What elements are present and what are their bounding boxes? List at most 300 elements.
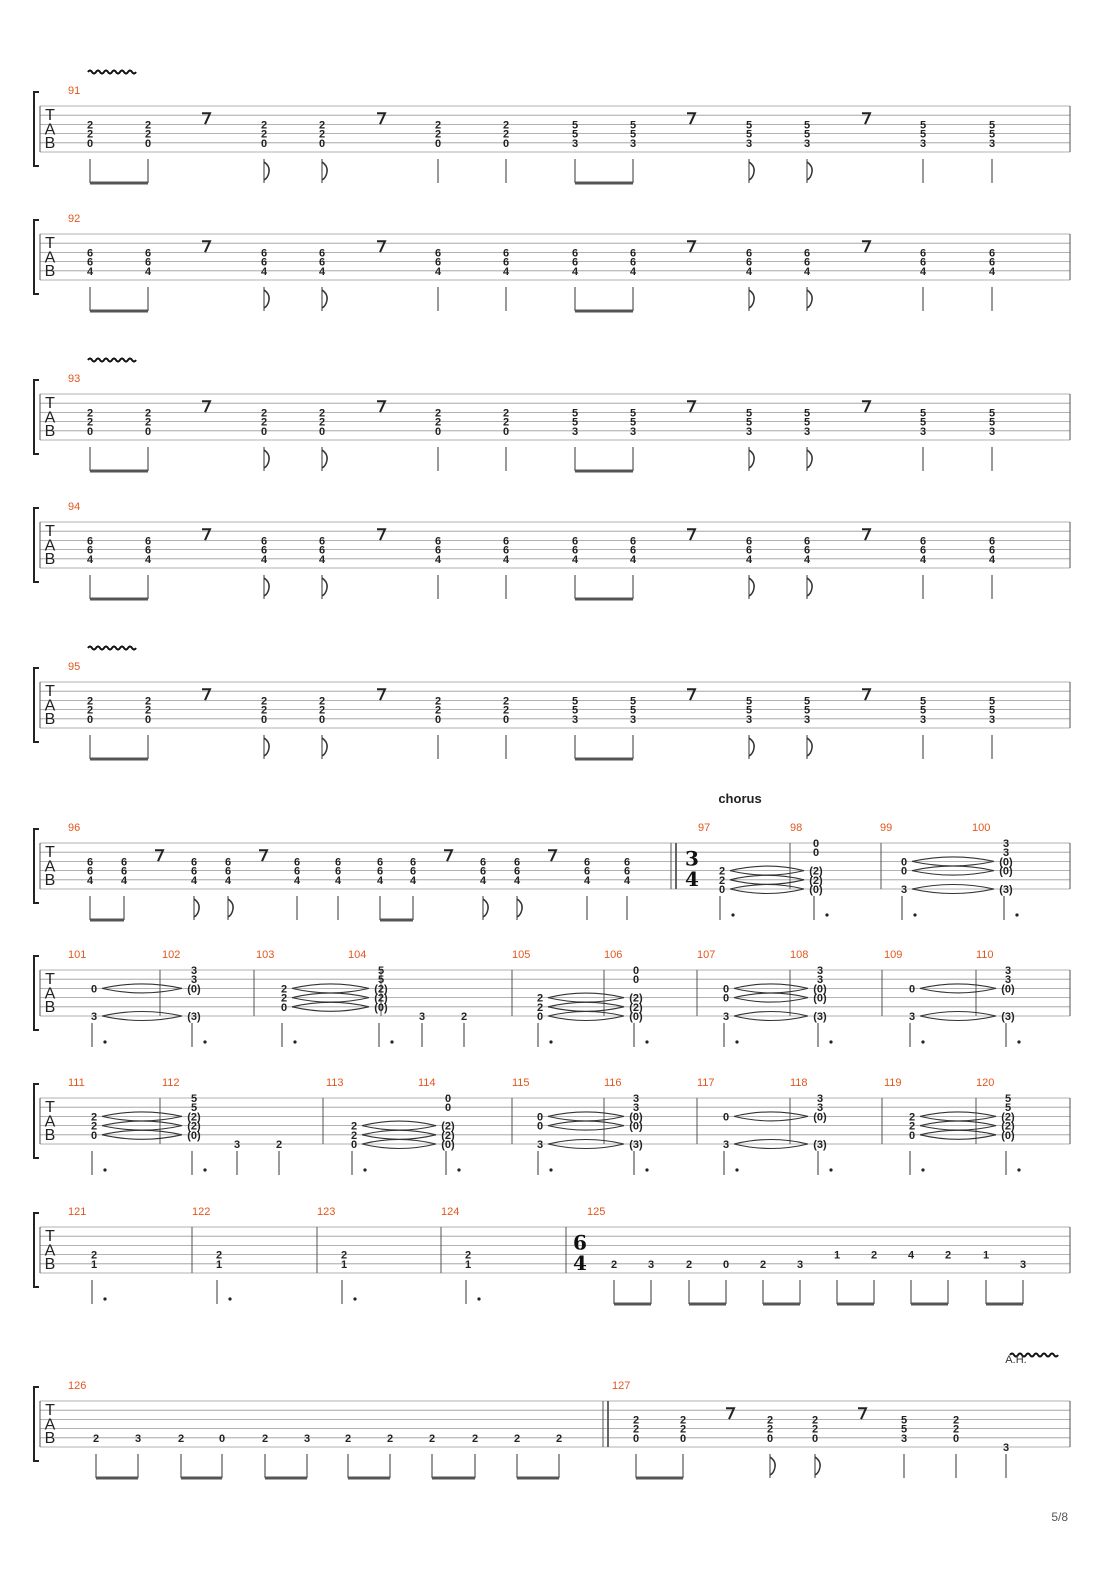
tab-clef-b: B: [44, 710, 56, 728]
fret-number: 5: [988, 695, 996, 708]
system-bracket: [34, 1387, 39, 1461]
fret-number: 3: [303, 1432, 311, 1445]
measure-number: 111: [68, 1077, 85, 1089]
fret-number: 0: [502, 713, 510, 726]
system-bracket: [34, 829, 39, 903]
tie-arc: [292, 988, 369, 993]
tie-arc: [912, 861, 994, 866]
fret-number: 4: [571, 553, 579, 566]
fret-number: (3): [813, 1139, 827, 1151]
system-bracket: [34, 956, 39, 1030]
measure-number: 125: [587, 1206, 606, 1218]
fret-number: 4: [260, 265, 268, 278]
fret-number: (0): [999, 865, 1013, 878]
fret-number: 4: [745, 553, 753, 566]
fret-number: (0): [809, 884, 823, 896]
fret-number: (0): [1001, 1129, 1015, 1142]
tie-arc: [920, 984, 996, 989]
fret-number: 2: [952, 1414, 960, 1427]
rhythm-dot: [735, 1168, 738, 1171]
fret-number: 5: [919, 416, 927, 429]
note-flag: [483, 899, 488, 917]
fret-number: 3: [803, 137, 811, 150]
fret-number: 2: [86, 416, 94, 429]
measure-number: 122: [192, 1206, 211, 1218]
fret-number: 6: [745, 544, 753, 557]
fret-number: 3: [1019, 1258, 1027, 1271]
rhythm-dot: [203, 1040, 206, 1043]
fret-number: 2: [759, 1258, 767, 1271]
fret-number: 2: [555, 1432, 563, 1445]
fret-number: (0): [374, 1001, 388, 1014]
fret-number: 1: [982, 1249, 990, 1262]
tie-arc: [102, 984, 182, 989]
fret-number: 6: [988, 247, 996, 260]
tie-arc: [912, 885, 994, 890]
fret-number: (0): [629, 1011, 643, 1023]
fret-number: 2: [434, 119, 442, 132]
note-flag: [749, 162, 754, 180]
fret-number: 3: [908, 1011, 916, 1023]
note-flag: [749, 450, 754, 468]
tab-clef-b: B: [44, 1429, 56, 1447]
fret-number: 0: [86, 137, 94, 150]
fret-number: 2: [144, 128, 152, 141]
fret-number: 4: [803, 553, 811, 566]
fret-number: 0: [536, 1011, 544, 1023]
measure-number: 118: [790, 1077, 808, 1089]
fret-number: 4: [502, 553, 510, 566]
fret-number: 5: [745, 128, 753, 141]
fret-number: 5: [988, 416, 996, 429]
fret-number: 0: [86, 425, 94, 438]
fret-number: 6: [919, 247, 927, 260]
tie-arc: [912, 866, 994, 871]
fret-number: 2: [260, 695, 268, 708]
tie-arc: [730, 885, 804, 890]
rhythm-dot: [203, 1168, 206, 1171]
measure-number: 119: [884, 1077, 902, 1089]
rhythm-dot: [1017, 1168, 1020, 1171]
note-flag: [322, 738, 327, 756]
fret-number: 1: [464, 1258, 472, 1271]
fret-number: 6: [260, 535, 268, 548]
rhythm-dot: [457, 1168, 460, 1171]
tab-clef-t: T: [45, 235, 55, 253]
fret-number: 0: [434, 425, 442, 438]
fret-number: 2: [318, 416, 326, 429]
fret-number: 4: [86, 874, 94, 887]
tab-clef-a: A: [44, 858, 56, 876]
tie-arc: [362, 1140, 436, 1145]
fret-number: 6: [479, 865, 487, 878]
fret-number: 2: [280, 992, 288, 1005]
fret-number: 2: [434, 128, 442, 141]
fret-number: 3: [722, 1139, 730, 1151]
fret-number: 4: [190, 874, 198, 887]
tie-arc: [912, 857, 994, 862]
fret-number: 4: [988, 265, 996, 278]
fret-number-harmonic: 3: [1002, 1442, 1010, 1454]
fret-number: 2: [718, 865, 726, 878]
tab-clef-a: A: [44, 1113, 56, 1131]
tie-arc: [292, 993, 369, 998]
fret-number: 6: [86, 256, 94, 269]
tie-arc: [734, 1016, 808, 1021]
measure-number: 100: [972, 822, 991, 834]
fret-number: 3: [988, 425, 996, 438]
fret-number: 0: [144, 137, 152, 150]
note-flag: [264, 162, 269, 180]
fret-number: 3: [900, 884, 908, 896]
fret-number: 5: [803, 416, 811, 429]
tie-arc: [730, 871, 804, 876]
fret-number: 3: [233, 1139, 241, 1151]
fret-number: 0: [908, 1129, 916, 1142]
fret-number: 2: [260, 128, 268, 141]
fret-number: 5: [745, 416, 753, 429]
fret-number: 0: [218, 1432, 226, 1445]
tab-clef-a: A: [44, 249, 56, 267]
fret-number: 6: [409, 865, 417, 878]
system-bracket: [34, 1213, 39, 1287]
fret-number: 2: [86, 119, 94, 132]
fret-number: (0): [441, 1139, 455, 1151]
fret-number: 6: [803, 256, 811, 269]
tie-arc: [920, 1012, 996, 1017]
fret-number: 0: [86, 713, 94, 726]
fret-number: 6: [502, 247, 510, 260]
fret-number: (0): [187, 1129, 201, 1142]
fret-number: 0: [260, 137, 268, 150]
fret-number: 2: [318, 407, 326, 420]
fret-number: 6: [629, 247, 637, 260]
measure-number: 95: [68, 661, 81, 673]
fret-number: 3: [418, 1011, 426, 1023]
fret-number: 6: [293, 856, 301, 869]
fret-number: 0: [766, 1432, 774, 1445]
note-flag: [264, 290, 269, 308]
measure-number: 124: [441, 1206, 460, 1218]
fret-number: 6: [224, 865, 232, 878]
tie-arc: [734, 988, 808, 993]
fret-number: (2): [441, 1120, 455, 1133]
fret-number: 5: [629, 128, 637, 141]
fret-number: 2: [471, 1432, 479, 1445]
fret-number: 3: [1002, 838, 1010, 850]
fret-number: 6: [623, 856, 631, 869]
tie-arc: [912, 871, 994, 876]
tie-arc: [548, 1121, 624, 1126]
fret-number: (2): [1001, 1120, 1015, 1133]
fret-number: 4: [745, 265, 753, 278]
note-flag: [517, 899, 522, 917]
fret-number: 6: [86, 247, 94, 260]
fret-number: 5: [745, 119, 753, 132]
fret-number: 3: [988, 713, 996, 726]
tie-arc: [102, 1016, 182, 1021]
fret-number: 3: [629, 425, 637, 438]
tie-arc: [362, 1135, 436, 1140]
tie-arc: [548, 998, 624, 1003]
fret-number: 3: [629, 137, 637, 150]
tie-arc: [102, 1130, 182, 1135]
fret-number: 2: [215, 1249, 223, 1262]
measure-number: 96: [68, 822, 81, 834]
fret-number: 4: [629, 553, 637, 566]
tie-arc: [734, 1012, 808, 1017]
fret-number: 5: [377, 974, 385, 987]
fret-number: 0: [722, 1111, 730, 1124]
fret-number: (2): [1001, 1111, 1015, 1124]
fret-number: 6: [502, 544, 510, 557]
fret-number: 6: [224, 856, 232, 869]
fret-number: 5: [900, 1414, 908, 1427]
measure-number: 108: [790, 949, 809, 961]
fret-number: 2: [144, 704, 152, 717]
measure-number: 114: [418, 1077, 436, 1089]
fret-number: 3: [190, 974, 198, 987]
time-signature-denominator: 4: [685, 866, 699, 891]
tie-arc: [730, 875, 804, 880]
fret-number: 4: [502, 265, 510, 278]
fret-number: (3): [629, 1139, 643, 1151]
rhythm-dot: [549, 1168, 552, 1171]
tie-arc: [102, 1126, 182, 1131]
tie-arc: [548, 1112, 624, 1117]
tab-clef-b: B: [44, 998, 56, 1016]
tab-clef-b: B: [44, 1255, 56, 1273]
measure-number: 99: [880, 822, 893, 834]
fret-number: 6: [260, 544, 268, 557]
fret-number: (2): [629, 992, 643, 1005]
fret-number: 4: [144, 265, 152, 278]
fret-number: 0: [812, 838, 820, 850]
fret-number: 4: [623, 874, 631, 887]
fret-number: 2: [502, 695, 510, 708]
fret-number: 2: [434, 407, 442, 420]
fret-number: 2: [766, 1414, 774, 1427]
fret-number: 3: [796, 1258, 804, 1271]
fret-number: 2: [275, 1139, 283, 1151]
fret-number: 0: [812, 847, 820, 860]
measure-number: 97: [698, 822, 711, 834]
fret-number: 6: [583, 865, 591, 878]
fret-number: 2: [144, 407, 152, 420]
fret-number: 6: [120, 865, 128, 878]
fret-number: 0: [350, 1139, 358, 1151]
artificial-harmonic-label: A.H.: [1005, 1354, 1027, 1366]
fret-number: 4: [479, 874, 487, 887]
rhythm-dot: [1015, 913, 1018, 916]
fret-number: 3: [816, 1102, 824, 1115]
fret-number: 1: [340, 1258, 348, 1271]
fret-number: 5: [377, 965, 385, 977]
tab-clef-a: A: [44, 1242, 56, 1260]
fret-number: 3: [1004, 965, 1012, 977]
fret-number: 3: [745, 713, 753, 726]
fret-number: 0: [502, 137, 510, 150]
time-signature-numerator: 3: [685, 846, 699, 871]
fret-number: 2: [144, 119, 152, 132]
fret-number: 4: [919, 553, 927, 566]
tab-clef-t: T: [45, 1099, 55, 1117]
fret-number: 6: [513, 865, 521, 878]
fret-number: 0: [722, 992, 730, 1005]
fret-number: 5: [988, 119, 996, 132]
fret-number: 4: [907, 1249, 915, 1262]
fret-number: 5: [919, 119, 927, 132]
tie-arc: [734, 993, 808, 998]
fret-number: 2: [340, 1249, 348, 1262]
system-bracket: [34, 508, 39, 582]
measure-number: 116: [604, 1077, 622, 1089]
fret-number: 2: [177, 1432, 185, 1445]
fret-number: 5: [629, 119, 637, 132]
fret-number: 2: [513, 1432, 521, 1445]
fret-number: 2: [92, 1432, 100, 1445]
fret-number: 0: [536, 1120, 544, 1133]
fret-number: 5: [190, 1093, 198, 1105]
fret-number: 3: [647, 1258, 655, 1271]
measure-number: 117: [697, 1077, 715, 1089]
fret-number: 4: [293, 874, 301, 887]
fret-number: 2: [261, 1432, 269, 1445]
fret-number: 2: [280, 983, 288, 996]
fret-number: 3: [988, 137, 996, 150]
tie-arc: [734, 1140, 808, 1145]
fret-number: 2: [460, 1011, 468, 1023]
measure-number: 107: [697, 949, 716, 961]
rhythm-dot: [731, 913, 734, 916]
tie-arc: [920, 1016, 996, 1021]
tab-clef-t: T: [45, 1228, 55, 1246]
fret-number: 2: [260, 119, 268, 132]
fret-number: 5: [745, 695, 753, 708]
tie-arc: [548, 1144, 624, 1149]
fret-number: 4: [86, 553, 94, 566]
note-flag: [322, 290, 327, 308]
fret-number: 3: [745, 425, 753, 438]
rhythm-dot: [477, 1297, 480, 1300]
fret-number: 3: [629, 713, 637, 726]
fret-number: 0: [722, 983, 730, 996]
fret-number: 3: [900, 1432, 908, 1445]
fret-number: 0: [632, 1432, 640, 1445]
fret-number: 6: [434, 256, 442, 269]
fret-number: 2: [434, 416, 442, 429]
fret-number: 2: [90, 1120, 98, 1133]
tab-clef-a: A: [44, 537, 56, 555]
fret-number: (3): [1001, 1011, 1015, 1023]
fret-number: 0: [536, 1111, 544, 1124]
fret-number: 6: [583, 856, 591, 869]
fret-number: 4: [434, 553, 442, 566]
measure-number: 120: [976, 1077, 995, 1089]
fret-number: 0: [900, 856, 908, 869]
fret-number: 6: [803, 535, 811, 548]
fret-number: 6: [190, 856, 198, 869]
fret-number: 6: [318, 256, 326, 269]
fret-number: 0: [908, 983, 916, 996]
rhythm-dot: [645, 1040, 648, 1043]
fret-number: 2: [536, 992, 544, 1005]
fret-number: 5: [803, 695, 811, 708]
fret-number: 3: [632, 1093, 640, 1105]
measure-number: 104: [348, 949, 367, 961]
fret-number: 6: [376, 856, 384, 869]
fret-number: (2): [809, 865, 823, 878]
note-flag: [807, 290, 812, 308]
fret-number: 2: [90, 1111, 98, 1124]
note-flag: [807, 450, 812, 468]
fret-number: (0): [187, 983, 201, 996]
fret-number: 2: [502, 119, 510, 132]
measure-number: 106: [604, 949, 623, 961]
fret-number: 2: [260, 407, 268, 420]
measure-number: 94: [68, 501, 81, 513]
fret-number: 0: [900, 865, 908, 878]
rhythm-dot: [549, 1040, 552, 1043]
time-signature-denominator: 4: [573, 1250, 587, 1275]
fret-number: 2: [434, 704, 442, 717]
system-bracket: [34, 92, 39, 166]
fret-number: (2): [374, 992, 388, 1005]
fret-number: 6: [629, 544, 637, 557]
fret-number: 6: [86, 535, 94, 548]
fret-number: 0: [260, 713, 268, 726]
fret-number: 2: [86, 704, 94, 717]
fret-number: 5: [803, 407, 811, 420]
fret-number: 6: [144, 544, 152, 557]
fret-number: 0: [144, 425, 152, 438]
fret-number: 2: [502, 128, 510, 141]
fret-number: 3: [632, 1102, 640, 1115]
tie-arc: [920, 1112, 996, 1117]
fret-number: 5: [571, 407, 579, 420]
tab-clef-t: T: [45, 523, 55, 541]
fret-number: 5: [900, 1423, 908, 1436]
tie-arc: [292, 984, 369, 989]
time-signature-numerator: 6: [573, 1230, 587, 1255]
fret-number: 2: [350, 1129, 358, 1142]
tie-arc: [912, 889, 994, 894]
tie-arc: [548, 993, 624, 998]
fret-number: 6: [260, 247, 268, 260]
rhythm-dot: [735, 1040, 738, 1043]
fret-number: 4: [120, 874, 128, 887]
tab-clef-b: B: [44, 134, 56, 152]
vibrato-mark: [88, 359, 136, 362]
fret-number: 0: [144, 713, 152, 726]
tie-arc: [548, 1002, 624, 1007]
rhythm-dot: [921, 1040, 924, 1043]
fret-number: 4: [583, 874, 591, 887]
tie-arc: [548, 1012, 624, 1017]
tie-arc: [920, 1135, 996, 1140]
fret-number: 4: [86, 265, 94, 278]
tie-arc: [734, 984, 808, 989]
fret-number: 2: [318, 704, 326, 717]
fret-number: 3: [816, 974, 824, 987]
measure-number: 98: [790, 822, 803, 834]
tie-arc: [362, 1121, 436, 1126]
fret-number: (0): [1001, 983, 1015, 996]
fret-number: 1: [215, 1258, 223, 1271]
tie-arc: [548, 1016, 624, 1021]
fret-number: 3: [722, 1011, 730, 1023]
fret-number: 0: [679, 1432, 687, 1445]
